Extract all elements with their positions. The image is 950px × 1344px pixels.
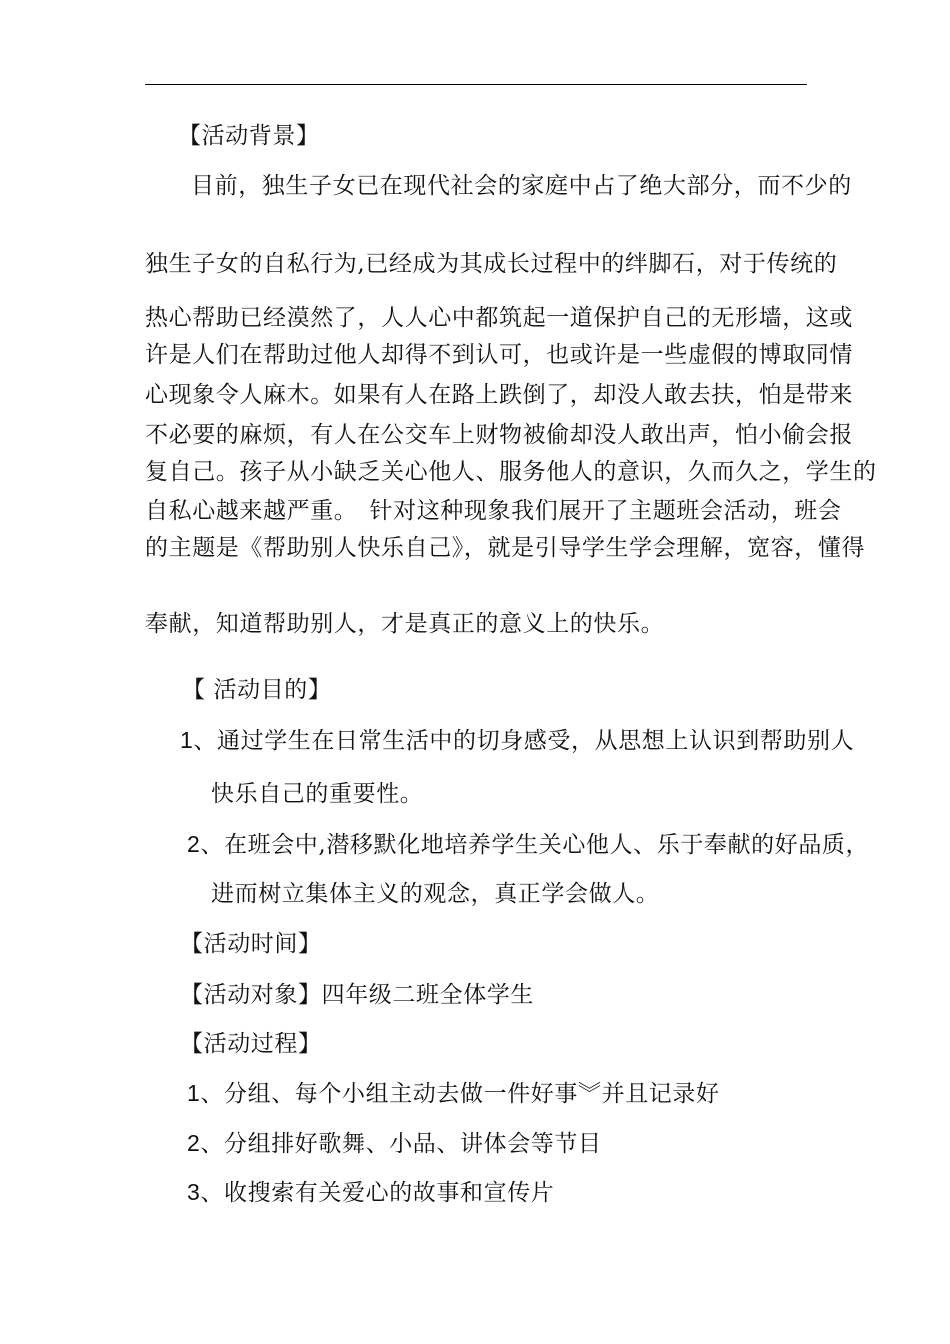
background-line-10: 奉献，知道帮助别人，才是真正的意义上的快乐。: [145, 611, 665, 637]
purpose-item-2: [187, 829, 870, 860]
process-item-text: 、收搜索有关爱心的故事和宣传片: [200, 1180, 555, 1206]
purpose-item-text: 、在班会中,潜移默化地培养学生关心他人、乐于奉献的好品质，: [200, 832, 870, 858]
header-rule: [145, 84, 807, 85]
process-heading: 【活动过程】: [180, 1031, 322, 1057]
background-line-8: 自私心越来越严重。 针对这种现象我们展开了主题班会活动，班会: [145, 498, 842, 524]
process-item-text: 、分组、每个小组主动去做一件好事︾并且记录好: [200, 1081, 720, 1107]
process-item-2: [187, 1128, 602, 1159]
purpose-item-number: 1: [180, 727, 194, 753]
purpose-item-2-continuation: 进而树立集体主义的观念，真正学会做人。: [211, 881, 660, 907]
purpose-heading: 【 活动目的】: [182, 677, 332, 703]
background-line-9: 的主题是《帮助别人快乐自己》，就是引导学生学会理解，宽容，懂得: [145, 535, 866, 561]
background-line-1: 目前，独生子女已在现代社会的家庭中占了绝大部分，而不少的: [191, 173, 852, 199]
background-line-5: 心现象令人麻木。如果有人在路上跌倒了，却没人敢去扶，怕是带来: [145, 382, 853, 408]
background-line-3: 热心帮助已经漠然了，人人心中都筑起一道保护自己的无形墙，这或: [145, 305, 853, 331]
process-item-3: [187, 1177, 554, 1208]
background-line-2: 独生子女的自私行为,已经成为其成长过程中的绊脚石，对于传统的: [145, 251, 838, 277]
background-line-4: 许是人们在帮助过他人却得不到认可，也或许是一些虚假的博取同情: [145, 342, 853, 368]
process-item-1: [187, 1078, 720, 1109]
background-line-7: 复自己。孩子从小缺乏关心他人、服务他人的意识，久而久之，学生的: [145, 459, 877, 485]
purpose-item-1-continuation: 快乐自己的重要性。: [211, 781, 424, 807]
process-item-number: 2: [187, 1130, 201, 1156]
background-line-6: 不必要的麻烦，有人在公交车上财物被偷却没人敢出声，怕小偷会报: [145, 422, 853, 448]
time-heading: 【活动时间】: [180, 931, 322, 957]
process-item-text: 、分组排好歌舞、小品、讲体会等节目: [200, 1131, 602, 1157]
target-line: 【活动对象】四年级二班全体学生: [180, 982, 534, 1008]
process-item-number: 1: [187, 1080, 201, 1106]
process-item-number: 3: [187, 1179, 201, 1205]
purpose-item-text: 、通过学生在日常生活中的切身感受，从思想上认识到帮助别人: [193, 728, 855, 754]
purpose-item-number: 2: [187, 831, 201, 857]
purpose-item-1: [180, 725, 855, 756]
background-heading: 【活动背景】: [178, 123, 320, 149]
